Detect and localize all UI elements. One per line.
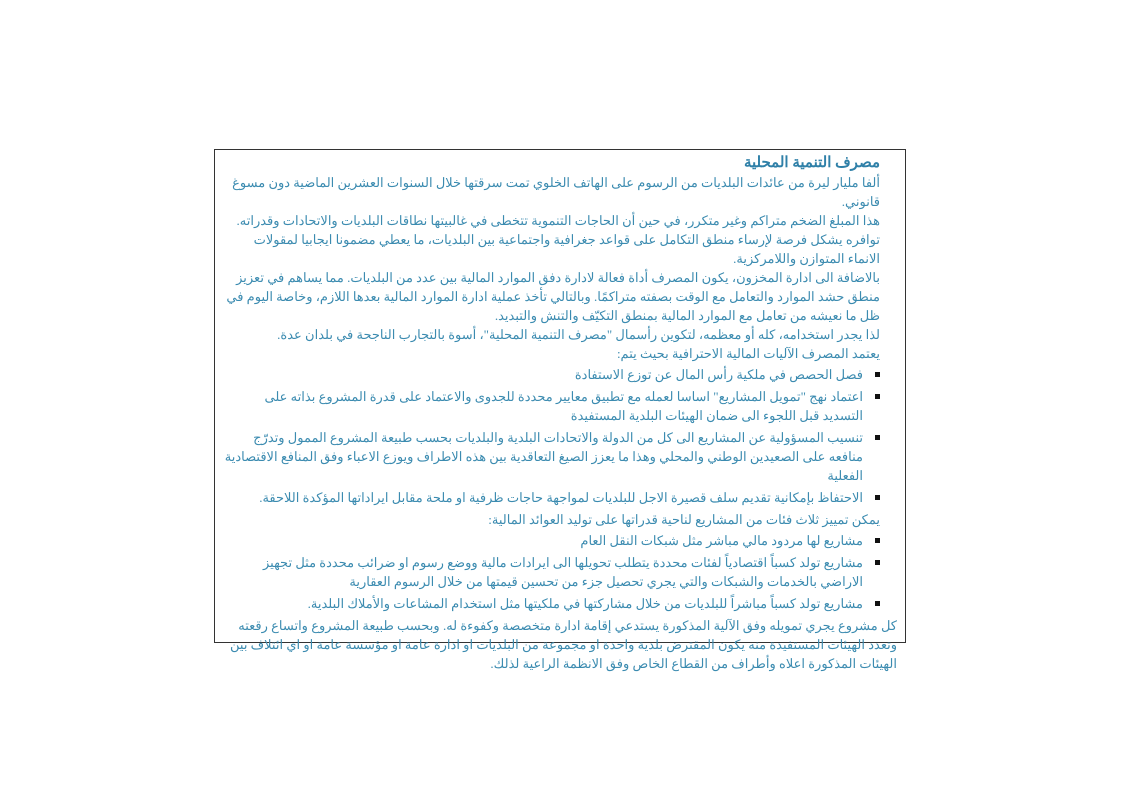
list-item (221, 531, 880, 550)
list-item (221, 553, 880, 591)
list-item-text: الاحتفاظ بإمكانية تقديم سلف قصيرة الاجل للبلديات لمواجهة حاجات ظرفية او ملحة مقابل ايراداتها المؤكدة اللاحقة. (259, 490, 863, 505)
list-item (221, 428, 880, 485)
list-item-text: مشاريع تولد كسباً اقتصادياً لفئات محددة يتطلب تحويلها الى ايرادات مالية ووضع رسوم او ضرائب محددة مثل تجهيز الاراضي بالخدمات والشبكات والتي يجري تحصيل جزء من تحسين قيمتها من خلال الرسوم العقارية (262, 555, 863, 589)
list-item-text: اعتماد نهج "تمويل المشاريع" اساسا لعمله مع تطبيق معايير محددة للجدوى والاعتماد على قدرة المشروع بذاته على التسديد قبل اللجوء الى ضمان الهيئات البلدية المستفيدة (264, 389, 863, 423)
square-bullet-icon (875, 538, 880, 543)
square-bullet-icon (875, 372, 880, 377)
intro-paragraph: بالاضافة الى ادارة المخزون، يكون المصرف أداة فعالة لادارة دفق الموارد المالية بين عدد من البلديات. مما يساهم في تعزيز منطق حشد الموارد والتعامل مع الوقت بصفته متراكمًا. وبالتالي تأخذ عملية ادارة الموارد المالية بعدها اللازم، وخاصة اليوم في ظل ما نعيشه من تعامل مع الموارد المالية بمنطق التكيّف والتنش والتبديد. (226, 270, 880, 323)
square-bullet-icon (875, 601, 880, 606)
list-item (221, 387, 880, 425)
mechanisms-intro: يعتمد المصرف الآليات المالية الاحترافية بحيث يتم: (616, 346, 880, 361)
intro-paragraph: توافره يشكل فرصة لإرساء منطق التكامل على قواعد جغرافية واجتماعية بين البلديات، ما يعطي مضمونا ايجابيا لمقولات الانماء المتوازن واللامركزية. (253, 232, 880, 266)
list-item (221, 488, 880, 507)
list-item (221, 365, 880, 384)
square-bullet-icon (875, 435, 880, 440)
list-item-text: مشاريع تولد كسباً مباشراً للبلديات من خلال مشاركتها في ملكيتها مثل استخدام المشاعات والأملاك البلدية. (307, 596, 863, 611)
mechanisms-list (221, 365, 880, 507)
list-item (221, 594, 880, 613)
document-title: مصرف التنمية المحلية (743, 155, 880, 171)
categories-intro: يمكن تمييز ثلاث فئات من المشاريع لناحية قدراتها على توليد العوائد المالية: (488, 512, 880, 527)
document-box (214, 149, 906, 671)
square-bullet-icon (875, 495, 880, 500)
square-bullet-icon (875, 560, 880, 565)
intro-paragraph: لذا يجدر استخدامه، كله أو معظمه، لتكوين رأسمال "مصرف التنمية المحلية"، أسوة بالتجارب الناجحة في بلدان عدة. (277, 327, 880, 342)
intro-paragraph: هذا المبلغ الضخم متراكم وغير متكرر، في حين أن الحاجات التنموية تتخطى في غالبيتها نطاقات البلديات والاتحادات وقدراته. (236, 213, 880, 228)
square-bullet-icon (875, 394, 880, 399)
categories-list (221, 531, 880, 613)
list-item-text: تنسيب المسؤولية عن المشاريع الى كل من الدولة والاتحادات البلدية والبلديات بحسب طبيعة المشروع الممول وتدرّج منافعه على الصعيدين الوطني والمحلي وهذا ما يعزز الصيغ التعاقدية بين هذه الاطراف ويوزع الاعباء وفق المنافع الاقتصادية الفعلية (224, 430, 863, 483)
list-item-text: مشاريع لها مردود مالي مباشر مثل شبكات النقل العام (580, 533, 863, 548)
list-item-text: فصل الحصص في ملكية رأس المال عن توزع الاستفادة (574, 367, 863, 382)
closing-paragraph: كل مشروع يجري تمويله وفق الآلية المذكورة يستدعي إقامة ادارة متخصصة وكفوءة له. وبحسب طبيعة المشروع واتساع رقعته وتعدد الهيئات المستفيدة منه يكون المقترض بلدية واحدة او مجموعة من البلديات او ادارة عامة او مؤسسة عامة او اي ائتلاف بين الهيئات المذكورة اعلاه وأطراف من القطاع الخاص وفق الانظمة الراعية لذلك. (230, 618, 897, 671)
intro-paragraph: ألفا مليار ليرة من عائدات البلديات من الرسوم على الهاتف الخلوي تمت سرقتها خلال السنوات العشرين الماضية دون مسوغ قانوني. (232, 175, 880, 209)
